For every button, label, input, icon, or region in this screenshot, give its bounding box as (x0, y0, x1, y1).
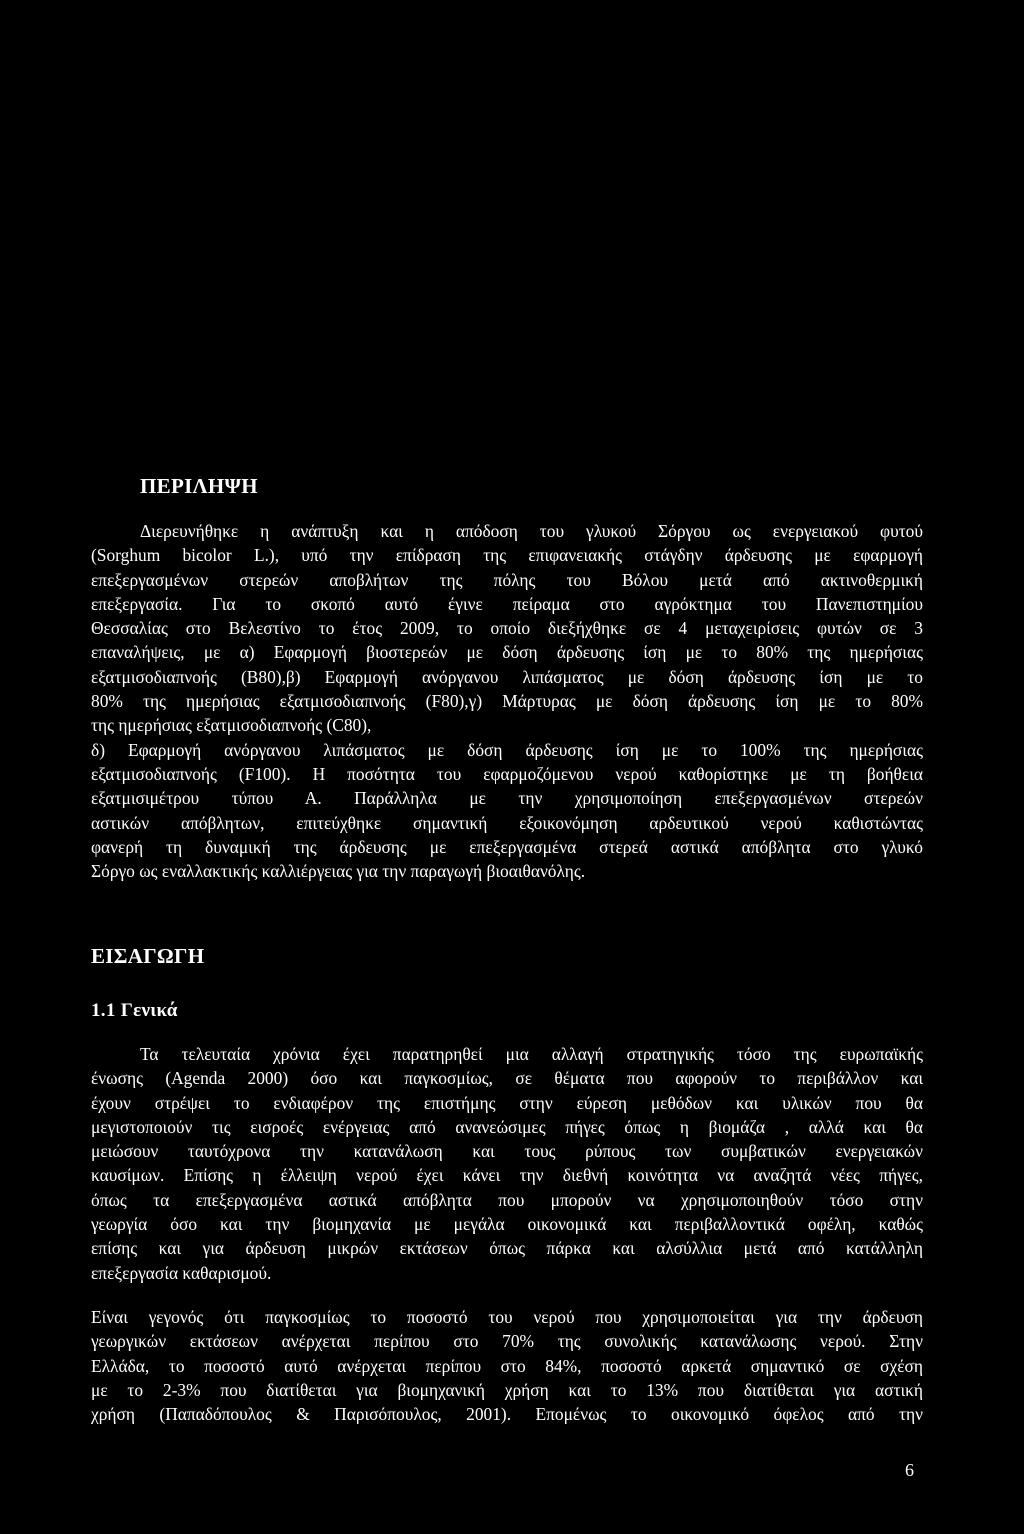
text-line: δ) Εφαρμογή ανόργανου λιπάσματος με δόση άρδευσης ίση με το 100% της ημερήσιας (91, 739, 923, 760)
text-line: Διερευνήθηκε η ανάπτυξη και η απόδοση του γλυκού Σόργου ως ενεργειακού φυτού (140, 521, 923, 541)
text-line: Σόργο ως εναλλακτικής καλλιέργειας για την παραγωγή βιοαιθανόλης. (91, 861, 586, 882)
section-subheading: 1.1 Γενικά (91, 1000, 178, 1021)
introduction-paragraph-1 (91, 1042, 923, 1285)
text-line: με το 2-3% που διατίθεται για βιομηχανική χρήση και το 13% που διατίθεται για αστική (91, 1379, 923, 1400)
text-line: φανερή τη δυναμική της άρδευσης με επεξεργασμένα στερεά αστικά απόβλητα στο γλυκό (91, 836, 923, 857)
text-line: όπως τα επεξεργασμένα αστικά απόβλητα που μπορούν να χρησιμοποιηθούν τόσο στην (91, 1189, 923, 1210)
text-line: Θεσσαλίας στο Βελεστίνο το έτος 2009, το οποίο διεξήχθηκε σε 4 μεταχειρίσεις φυτών σε 3 (91, 618, 923, 639)
text-line: αστικών απόβλητων, επιτεύχθηκε σημαντική εξοικονόμηση αρδευτικού νερού καθιστώντας (91, 812, 923, 833)
text-line: Τα τελευταία χρόνια έχει παρατηρηθεί μια αλλαγή στρατηγικής τόσο της ευρωπαϊκής (140, 1044, 923, 1064)
page-number: 6 (905, 1460, 914, 1480)
text-line: 80% της ημερήσιας εξατμισοδιαπνοής (F80),γ) Μάρτυρας με δόση άρδευσης ίση με το 80% (91, 691, 923, 712)
text-line: επεξεργασμένων στερεών αποβλήτων της πόλης του Βόλου μετά από ακτινοθερμική (91, 569, 923, 590)
text-line: επεξεργασία καθαρισμού. (91, 1262, 272, 1283)
text-line: επαναλήψεις, με α) Εφαρμογή βιοστερεών με δόση άρδευσης ίση με το 80% της ημερήσιας (91, 642, 923, 663)
text-line: έχουν στρέψει το ενδιαφέρον της επιστήμης στην εύρεση μεθόδων και υλικών που θα (91, 1092, 923, 1113)
summary-heading: ΠΕΡΙΛΗΨΗ (140, 474, 258, 498)
introduction-paragraph-2 (91, 1305, 923, 1426)
text-line: μειώσουν ταυτόχρονα την κατανάλωση και τους ρύπους των συμβατικών ενεργειακών (91, 1141, 923, 1162)
summary-paragraph (91, 519, 923, 883)
text-line: της ημερήσιας εξατμισοδιαπνοής (C80), (91, 715, 372, 736)
text-line: εξατμισιμέτρου τύπου Α. Παράλληλα με την χρησιμοποίηση επεξεργασμένων στερεών (91, 788, 923, 809)
text-line: εξατμισοδιαπνοής (F100). Η ποσότητα του εφαρμοζόμενου νερού καθορίστηκε με τη βοήθεια (91, 763, 923, 784)
introduction-heading: ΕΙΣΑΓΩΓΗ (91, 944, 205, 968)
text-line: μεγιστοποιούν τις εισροές ενέργειας από ανανεώσιμες πήγες όπως η βιομάζα , αλλά και θα (91, 1116, 923, 1137)
text-line: ένωσης (Agenda 2000) όσο και παγκοσμίως, σε θέματα που αφορούν το περιβάλλον και (91, 1068, 923, 1089)
text-line: γεωργία όσο και την βιομηχανία με μεγάλα οικονομικά και περιβαλλοντικά οφέλη, καθώς (91, 1214, 923, 1235)
text-line: γεωργικών εκτάσεων ανέρχεται περίπου στο 70% της συνολικής κατανάλωσης νερού. Στην (91, 1331, 923, 1352)
text-line: χρήση (Παπαδόπουλος & Παρισόπουλος, 2001). Επομένως το οικονομικό όφελος από την (91, 1404, 923, 1425)
text-line: καυσίμων. Επίσης η έλλειψη νερού έχει κάνει την διεθνή κοινότητα να αναζητά νέες πήγες, (91, 1165, 923, 1186)
text-line: (Sorghum bicolor L.), υπό την επίδραση της επιφανειακής στάγδην άρδευσης με εφαρμογή (91, 545, 923, 566)
text-line: επεξεργασία. Για το σκοπό αυτό έγινε πείραμα στο αγρόκτημα του Πανεπιστημίου (91, 593, 923, 614)
text-line: Είναι γεγονός ότι παγκοσμίως το ποσοστό του νερού που χρησιμοποιείται για την άρδευση (91, 1307, 923, 1327)
text-line: εξατμισοδιαπνοής (Β80),β) Εφαρμογή ανόργανου λιπάσματος με δόση άρδευσης ίση με το (91, 666, 923, 687)
text-line: Ελλάδα, το ποσοστό αυτό ανέρχεται περίπου στο 84%, ποσοστό αρκετά σημαντικό σε σχέση (91, 1355, 923, 1376)
text-line: επίσης και για άρδευση μικρών εκτάσεων όπως πάρκα και αλσύλλια μετά από κατάλληλη (91, 1238, 923, 1259)
